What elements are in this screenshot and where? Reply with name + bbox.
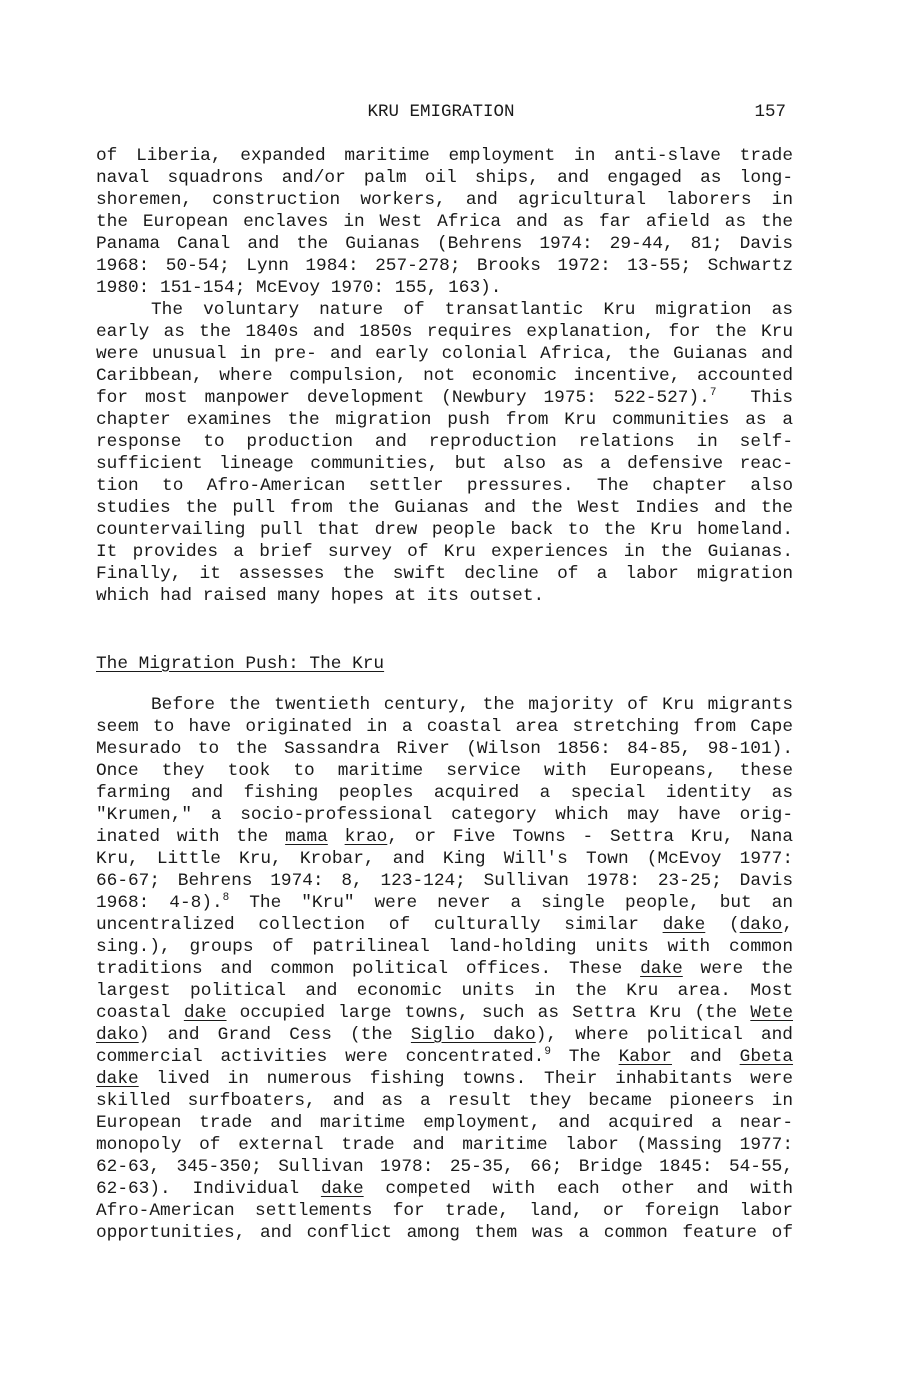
text-segment: were the bbox=[682, 959, 793, 979]
text-line bbox=[96, 958, 793, 980]
text-line bbox=[96, 387, 793, 409]
text-line: countervailing pull that drew people back to the Kru homeland. bbox=[96, 520, 793, 540]
text-segment: and bbox=[671, 1047, 740, 1067]
text-segment: The bbox=[550, 1047, 619, 1067]
italic-term: dake bbox=[96, 1069, 139, 1089]
text-line: The voluntary nature of transatlantic Kru migration as bbox=[151, 300, 793, 320]
text-segment: 1968: 4-8). bbox=[96, 893, 223, 913]
text-line bbox=[96, 914, 793, 936]
italic-term: dake bbox=[183, 1003, 227, 1023]
text-line: chapter examines the migration push from Kru communities as a bbox=[96, 410, 793, 430]
italic-term: Wete bbox=[750, 1003, 793, 1023]
text-line: 62-63, 345-350; Sullivan 1978: 25-35, 66; Bridge 1845: 54-55, bbox=[96, 1157, 793, 1177]
text-line bbox=[96, 1068, 793, 1090]
text-line bbox=[96, 826, 793, 848]
text-line: 1980: 151-154; McEvoy 1970: 155, 163). bbox=[96, 278, 502, 298]
text-line: response to production and reproduction relations in self- bbox=[96, 432, 793, 452]
running-header bbox=[96, 99, 786, 125]
text-segment: This bbox=[750, 388, 793, 408]
italic-term: dako bbox=[96, 1025, 139, 1045]
section-paragraph bbox=[96, 694, 793, 1244]
text-line: opportunities, and conflict among them was a common feature of bbox=[96, 1223, 793, 1243]
text-line: naval squadrons and/or palm oil ships, and engaged as long- bbox=[96, 168, 793, 188]
text-segment: commercial activities were concentrated. bbox=[96, 1047, 545, 1067]
text-line: Before the twentieth century, the majority of Kru migrants bbox=[151, 695, 793, 715]
text-line: Afro-American settlements for trade, land, or foreign labor bbox=[96, 1201, 793, 1221]
text-line bbox=[96, 1024, 793, 1046]
text-line: 66-67; Behrens 1974: 8, 123-124; Sullivan 1978: 23-25; Davis bbox=[96, 871, 793, 891]
italic-term: Siglio dako bbox=[410, 1025, 536, 1045]
text-segment: The "Kru" were never a single people, but an bbox=[229, 893, 793, 913]
text-line: European trade and maritime employment, and acquired a near- bbox=[96, 1113, 793, 1133]
text-line: sing.), groups of patrilineal land-holding units with common bbox=[96, 937, 793, 957]
italic-term: dako bbox=[739, 915, 783, 935]
text-line: skilled surfboaters, and as a result they became pioneers in bbox=[96, 1091, 793, 1111]
text-line: tion to Afro-American settler pressures. The chapter also bbox=[96, 476, 793, 496]
text-line: the European enclaves in West Africa and as far afield as the bbox=[96, 212, 793, 232]
text-segment: ( bbox=[705, 915, 740, 935]
text-line bbox=[96, 892, 793, 914]
text-segment: ) and Grand Cess (the bbox=[138, 1025, 411, 1045]
text-line: seem to have originated in a coastal area stretching from Cape bbox=[96, 717, 793, 737]
text-line: "Krumen," a socio-professional category which may have orig- bbox=[96, 805, 793, 825]
text-segment: for most manpower development (Newbury 1975: 522-527). bbox=[96, 388, 710, 408]
text-segment: lived in numerous fishing towns. Their inhabitants were bbox=[138, 1069, 793, 1089]
text-line: 1968: 50-54; Lynn 1984: 257-278; Brooks 1972: 13-55; Schwartz bbox=[96, 256, 793, 276]
text-segment: 62-63). Individual bbox=[96, 1179, 321, 1199]
text-line: were unusual in pre- and early colonial Africa, the Guianas and bbox=[96, 344, 793, 364]
opening-paragraphs bbox=[96, 145, 793, 607]
text-line: Once they took to maritime service with Europeans, these bbox=[96, 761, 793, 781]
text-line: farming and fishing peoples acquired a special identity as bbox=[96, 783, 793, 803]
text-segment: ), where political and bbox=[535, 1025, 793, 1045]
text-line: monopoly of external trade and maritime labor (Massing 1977: bbox=[96, 1135, 793, 1155]
text-segment: inated with the bbox=[96, 827, 286, 847]
footnote-ref: 9 bbox=[544, 1046, 551, 1058]
page-number: 157 bbox=[754, 102, 786, 122]
footnote-ref: 8 bbox=[222, 892, 230, 904]
italic-term: Kabor bbox=[618, 1047, 672, 1067]
text-line bbox=[96, 1178, 793, 1200]
text-line: Mesurado to the Sassandra River (Wilson 1856: 84-85, 98-101). bbox=[96, 739, 793, 759]
text-line bbox=[96, 1046, 793, 1068]
text-line: Caribbean, where compulsion, not economic incentive, accounted bbox=[96, 366, 793, 386]
text-line: Panama Canal and the Guianas (Behrens 1974: 29-44, 81; Davis bbox=[96, 234, 793, 254]
italic-term: Gbeta bbox=[739, 1047, 794, 1067]
section-heading: The Migration Push: The Kru bbox=[96, 654, 385, 674]
text-line: sufficient lineage communities, but also as a defensive reac- bbox=[96, 454, 793, 474]
text-line: Finally, it assesses the swift decline of a labor migration bbox=[96, 564, 793, 584]
text-line: of Liberia, expanded maritime employment in anti-slave trade bbox=[96, 146, 793, 166]
text-segment: traditions and common political offices. These bbox=[96, 959, 641, 979]
text-line: which had raised many hopes at its outset. bbox=[96, 586, 545, 606]
running-title: KRU EMIGRATION bbox=[367, 102, 515, 122]
italic-term: dake bbox=[640, 959, 683, 979]
text-line: Kru, Little Kru, Krobar, and King Will's Town (McEvoy 1977: bbox=[96, 849, 793, 869]
text-segment: uncentralized collection of culturally similar bbox=[96, 915, 663, 935]
italic-term: dake bbox=[662, 915, 706, 935]
text-line: shoremen, construction workers, and agricultural laborers in bbox=[96, 190, 793, 210]
text-segment: coastal bbox=[96, 1003, 184, 1023]
italic-term: dake bbox=[320, 1179, 364, 1199]
text-line: largest political and economic units in the Kru area. Most bbox=[96, 981, 793, 1001]
text-segment: competed with each other and with bbox=[363, 1179, 793, 1199]
text-line: studies the pull from the Guianas and the West Indies and the bbox=[96, 498, 793, 518]
text-segment: , bbox=[782, 915, 793, 935]
text-line: It provides a brief survey of Kru experiences in the Guianas. bbox=[96, 542, 793, 562]
text-line: early as the 1840s and 1850s requires explanation, for the Kru bbox=[96, 322, 793, 342]
text-line bbox=[96, 1002, 793, 1024]
text-segment: occupied large towns, such as Settra Kru (the bbox=[226, 1003, 751, 1023]
italic-term: mama bbox=[285, 827, 328, 847]
text-segment: , or Five Towns - Settra Kru, Nana bbox=[387, 827, 794, 847]
italic-term: krao bbox=[344, 827, 388, 847]
footnote-ref: 7 bbox=[709, 387, 717, 399]
